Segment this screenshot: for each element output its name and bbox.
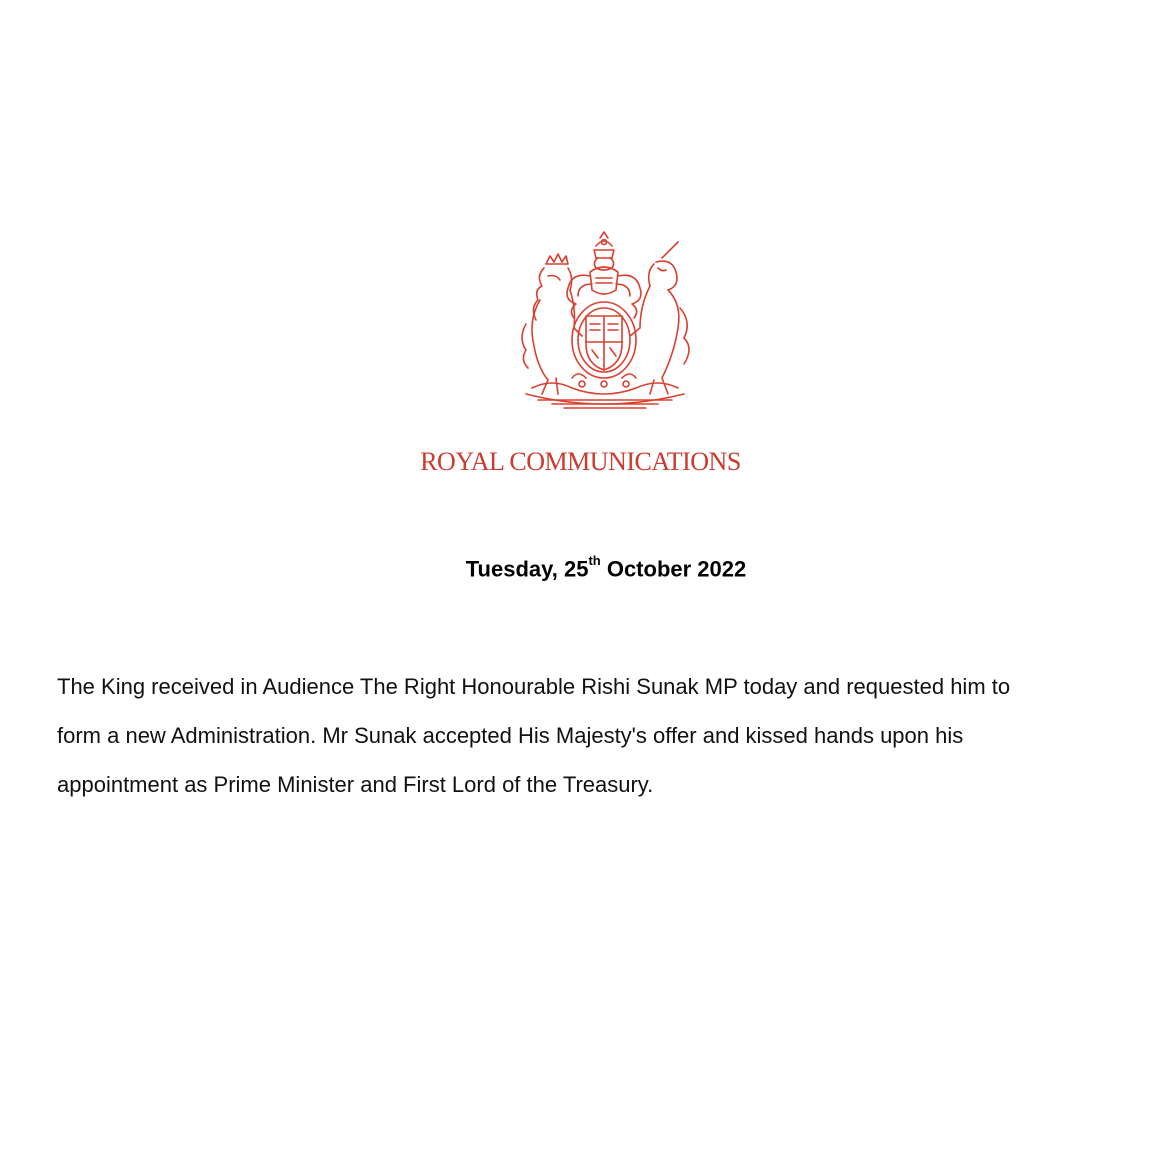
publication-date bbox=[0, 553, 1161, 582]
body-line: form a new Administration. Mr Sunak accepted His Majesty's offer and kissed hands upon his bbox=[57, 723, 964, 748]
page-heading: ROYAL COMMUNICATIONS bbox=[420, 447, 741, 476]
date-day: Tuesday, 25 bbox=[465, 556, 589, 582]
date-month-year: October 2022 bbox=[600, 556, 747, 582]
announcement-body bbox=[57, 662, 1127, 809]
date-ordinal: th bbox=[588, 553, 601, 568]
royal-coat-of-arms-icon bbox=[512, 228, 702, 413]
body-line: The King received in Audience The Right Honourable Rishi Sunak MP today and requested him to bbox=[57, 674, 1011, 699]
body-line: appointment as Prime Minister and First Lord of the Treasury. bbox=[57, 772, 654, 797]
